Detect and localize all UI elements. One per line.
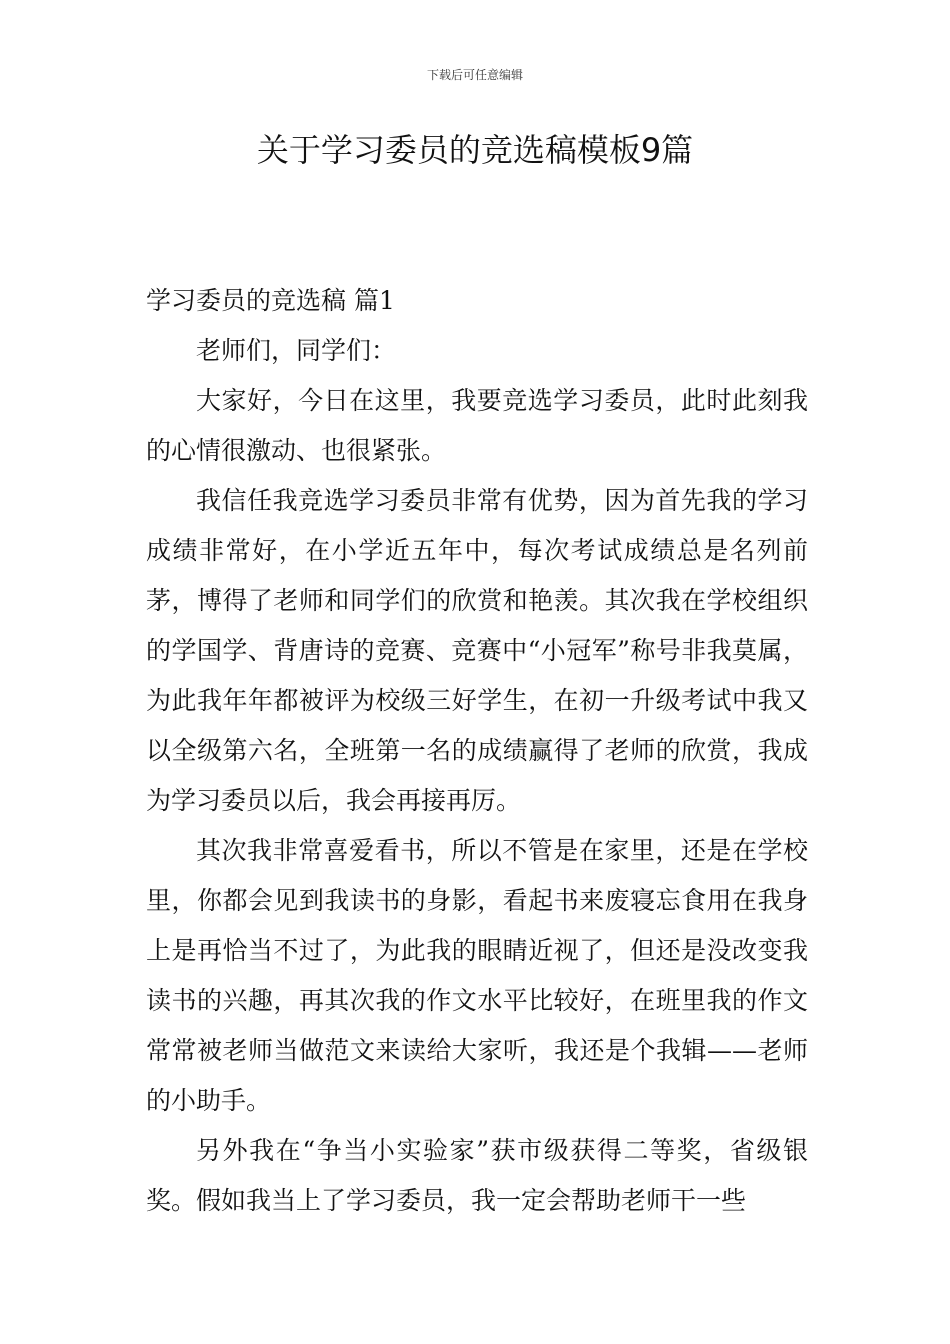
paragraph-advantages: 我信任我竞选学习委员非常有优势，因为首先我的学习成绩非常好，在小学近五年中，每次考试成绩总是名列前茅，博得了老师和同学们的欣赏和艳羡。其次我在学校组织的学国学、背唐诗的竞赛、竞赛中“小冠军”称号非我莫属，为此我年年都被评为校级三好学生，在初一升级考试中我又以全级第六名，全班第一名的成绩赢得了老师的欣赏，我成为学习委员以后，我会再接再厉。 <box>146 486 808 815</box>
paragraph-intro: 大家好，今日在这里，我要竞选学习委员，此时此刻我的心情很激动、也很紧张。 <box>146 386 808 465</box>
paragraph-greeting: 老师们，同学们： <box>196 336 397 365</box>
section-heading: 学习委员的竞选稿 篇1 <box>146 286 395 315</box>
document-title: 关于学习委员的竞选稿模板9篇 <box>256 131 694 169</box>
header-note: 下载后可任意编辑 <box>426 68 523 82</box>
paragraph-reading: 其次我非常喜爱看书，所以不管是在家里，还是在学校里，你都会见到我读书的身影，看起书来废寝忘食用在我身上是再恰当不过了，为此我的眼睛近视了，但还是没改变我读书的兴趣，再其次我的作文水平比较好，在班里我的作文常常被老师当做范文来读给大家听，我还是个我辑——老师的小助手。 <box>146 836 808 1115</box>
document-body <box>146 276 808 1226</box>
paragraph-awards: 另外我在“争当小实验家”获市级获得二等奖，省级银奖。假如我当上了学习委员，我一定会帮助老师干一些 <box>146 1136 808 1215</box>
